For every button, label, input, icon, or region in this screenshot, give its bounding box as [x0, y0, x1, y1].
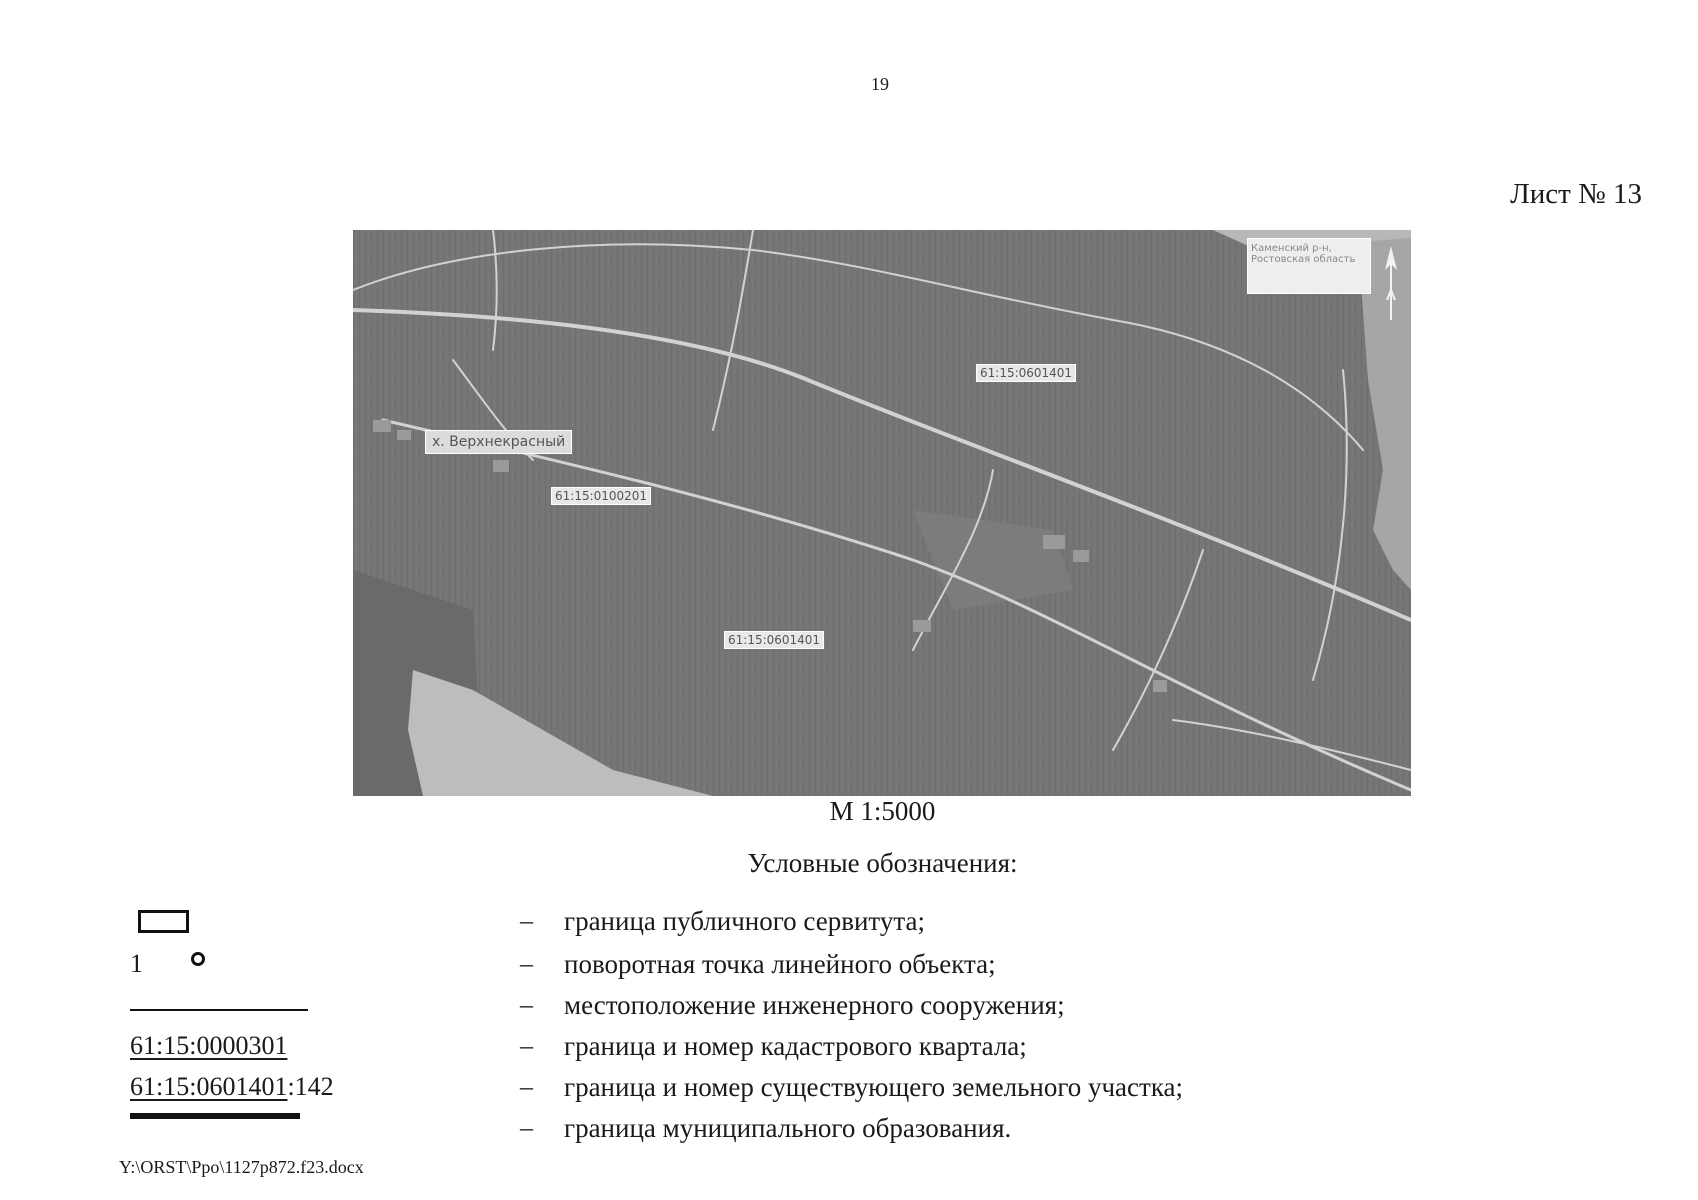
- turning-point-number: 1: [130, 949, 143, 978]
- legend-description: граница и номер существующего земельного участка;: [564, 1072, 1184, 1102]
- building-block: [1073, 550, 1089, 562]
- sheet-label: Лист № 13: [1510, 178, 1642, 210]
- region-label: Каменский р-н, Ростовская область: [1247, 238, 1371, 294]
- legend-description: поворотная точка линейного объекта;: [564, 949, 996, 979]
- legend-dash: –: [520, 949, 533, 978]
- aerial-map: [353, 230, 1411, 796]
- legend-description: граница публичного сервитута;: [564, 906, 925, 936]
- legend-item-municipal-boundary: [0, 1107, 1698, 1149]
- legend-title: Условные обозначения:: [747, 848, 1018, 878]
- building-block: [913, 620, 931, 632]
- cadastral-quarter-label: 61:15:0601401: [724, 631, 824, 649]
- point-circle-icon: [191, 952, 205, 966]
- north-arrow-icon: [1383, 244, 1399, 324]
- legend-dash: –: [520, 990, 533, 1019]
- legend-dash: –: [520, 1113, 533, 1142]
- legend-item-turning-point: [0, 943, 1698, 985]
- legend-dash: –: [520, 906, 533, 935]
- legend-item-easement-boundary: [0, 900, 1698, 942]
- legend-dash: –: [520, 1072, 533, 1101]
- building-block: [493, 460, 509, 472]
- legend-item-engineering-structure: [0, 984, 1698, 1026]
- page-number: 19: [871, 74, 889, 94]
- land-plot-suffix: :142: [287, 1072, 334, 1101]
- legend-item-cadastral-quarter: [0, 1025, 1698, 1067]
- land-plot-quarter-number: 61:15:0601401: [130, 1072, 288, 1101]
- settlement-label: х. Верхнекрасный: [425, 430, 572, 454]
- legend-description: граница и номер кадастрового квартала;: [564, 1031, 1027, 1061]
- cadastral-quarter-label: 61:15:0100201: [551, 487, 651, 505]
- file-path: Y:\ORST\Ppo\1127p872.f23.docx: [119, 1157, 364, 1177]
- legend-description: граница муниципального образования.: [564, 1113, 1012, 1143]
- map-background: [353, 230, 1411, 796]
- building-block: [373, 420, 391, 432]
- building-block: [397, 430, 411, 440]
- legend-description: местоположение инженерного сооружения;: [564, 990, 1065, 1020]
- map-scale: М 1:5000: [829, 796, 936, 826]
- legend-item-land-plot: [0, 1066, 1698, 1108]
- cadastral-quarter-number: 61:15:0000301: [130, 1031, 288, 1060]
- cadastral-quarter-label: 61:15:0601401: [976, 364, 1076, 382]
- map-imagery: [353, 230, 1411, 796]
- legend-dash: –: [520, 1031, 533, 1060]
- building-block: [1153, 680, 1167, 692]
- building-block: [1043, 535, 1065, 549]
